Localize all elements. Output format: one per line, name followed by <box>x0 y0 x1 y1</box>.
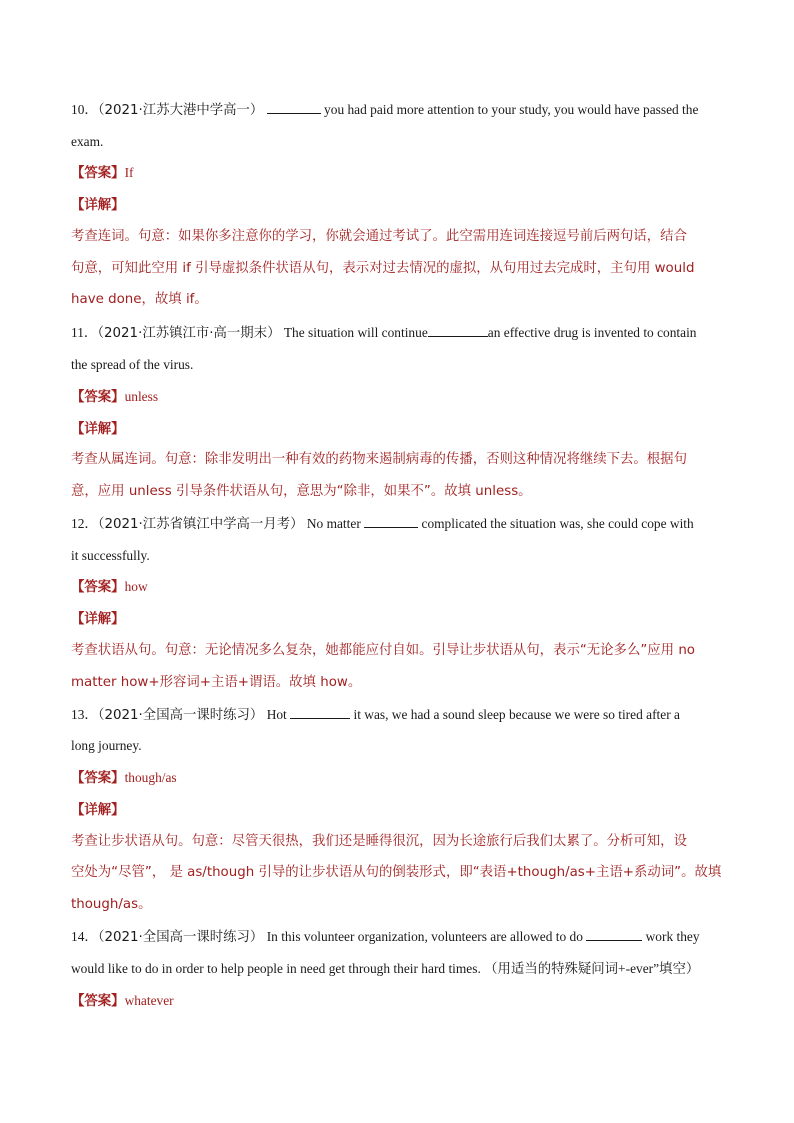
question-13-explanation-line3: though/as。 <box>71 897 152 912</box>
answer-blank <box>267 101 321 114</box>
question-13-explanation-line2: 空处为“尽管”， 是 as/though 引导的让步状语从句的倒装形式，即“表语+though/as+主语+系动词”。故填 <box>71 865 722 880</box>
question-10-detail-tag <box>71 196 731 215</box>
answer-value: though/as <box>124 770 177 785</box>
stem-text: No matter <box>306 516 361 531</box>
answer-tag: 【答案】 <box>71 580 125 595</box>
question-10-stem-line2: exam. <box>71 134 104 149</box>
question-10-explanation-line1: 考查连词。句意：如果你多注意你的学习，你就会通过考试了。此空需用连词连接逗号前后两句话，结合 <box>71 229 687 244</box>
question-source: （2021·全国高一课时练习） <box>97 930 264 945</box>
question-13-detail-tag <box>71 801 731 820</box>
question-11-stem-line1 <box>71 324 731 343</box>
detail-tag: 【详解】 <box>71 803 125 818</box>
question-10-explanation-line3: have done，故填 if。 <box>71 292 208 307</box>
question-source: （2021·江苏镇江市·高一期末） <box>97 326 281 341</box>
question-number: 10． <box>71 102 98 117</box>
answer-blank <box>586 928 642 941</box>
question-12-answer <box>71 578 731 597</box>
answer-blank <box>364 515 418 528</box>
question-number: 11． <box>71 325 98 340</box>
answer-value: how <box>124 579 148 594</box>
question-14-stem-line2: would like to do in order to help people in need get through their hard times. （用适当的特殊疑问词+-ever”填空） <box>71 961 700 976</box>
question-source: （2021·全国高一课时练习） <box>97 708 264 723</box>
question-number: 13． <box>71 707 98 722</box>
stem-text: complicated the situation was, she could cope with <box>421 516 694 531</box>
question-13-stem-line1 <box>71 706 731 725</box>
stem-text: In this volunteer organization, volunteers are allowed to do <box>266 929 583 944</box>
question-13-stem-line2: long journey. <box>71 738 142 753</box>
detail-tag: 【详解】 <box>71 612 125 627</box>
answer-tag: 【答案】 <box>71 771 125 786</box>
answer-tag: 【答案】 <box>71 994 125 1009</box>
question-14-stem-line1 <box>71 928 731 947</box>
question-14-answer <box>71 992 731 1011</box>
stem-text: The situation will continue <box>283 325 428 340</box>
question-11-explanation-line2: 意，应用 unless 引导条件状语从句，意思为“除非，如果不”。故填 unless。 <box>71 484 532 499</box>
detail-tag: 【详解】 <box>71 422 125 437</box>
question-12-explanation-line1: 考查状语从句。句意：无论情况多么复杂，她都能应付自如。引导让步状语从句，表示“无论多么”应用 no <box>71 643 695 658</box>
answer-value: unless <box>124 389 159 404</box>
question-11-answer <box>71 388 731 407</box>
question-12-detail-tag <box>71 610 731 629</box>
question-11-detail-tag <box>71 420 731 439</box>
answer-value: whatever <box>124 993 174 1008</box>
stem-text: an effective drug is invented to contain <box>487 325 697 340</box>
answer-tag: 【答案】 <box>71 390 125 405</box>
answer-blank <box>290 706 350 719</box>
question-10-explanation-line2: 句意，可知此空用 if 引导虚拟条件状语从句，表示对过去情况的虚拟，从句用过去完成时，主句用 would <box>71 261 695 276</box>
question-13-explanation-line1: 考查让步状语从句。句意：尽管天很热，我们还是睡得很沉，因为长途旅行后我们太累了。分析可知，设 <box>71 834 687 849</box>
question-number: 12． <box>71 516 98 531</box>
question-source: （2021·江苏省镇江中学高一月考） <box>97 517 304 532</box>
answer-tag: 【答案】 <box>71 166 125 181</box>
question-number: 14． <box>71 929 98 944</box>
answer-value: If <box>124 165 134 180</box>
stem-text: work they <box>645 929 700 944</box>
detail-tag: 【详解】 <box>71 198 125 213</box>
stem-text: Hot <box>266 707 287 722</box>
question-11-explanation-line1: 考查从属连词。句意：除非发明出一种有效的药物来遏制病毒的传播，否则这种情况将继续下去。根据句 <box>71 452 687 467</box>
question-12-explanation-line2: matter how+形容词+主语+谓语。故填 how。 <box>71 675 362 690</box>
question-12-stem-line2: it successfully. <box>71 548 150 563</box>
question-10-answer <box>71 164 731 183</box>
question-10-stem-line1 <box>71 101 731 120</box>
question-13-answer <box>71 769 731 788</box>
stem-text: you had paid more attention to your study, you would have passed the <box>324 102 699 117</box>
question-source: （2021·江苏大港中学高一） <box>97 103 264 118</box>
question-11-stem-line2: the spread of the virus. <box>71 357 194 372</box>
question-12-stem-line1 <box>71 515 731 534</box>
stem-text: it was, we had a sound sleep because we were so tired after a <box>353 707 680 722</box>
answer-blank <box>428 324 488 337</box>
